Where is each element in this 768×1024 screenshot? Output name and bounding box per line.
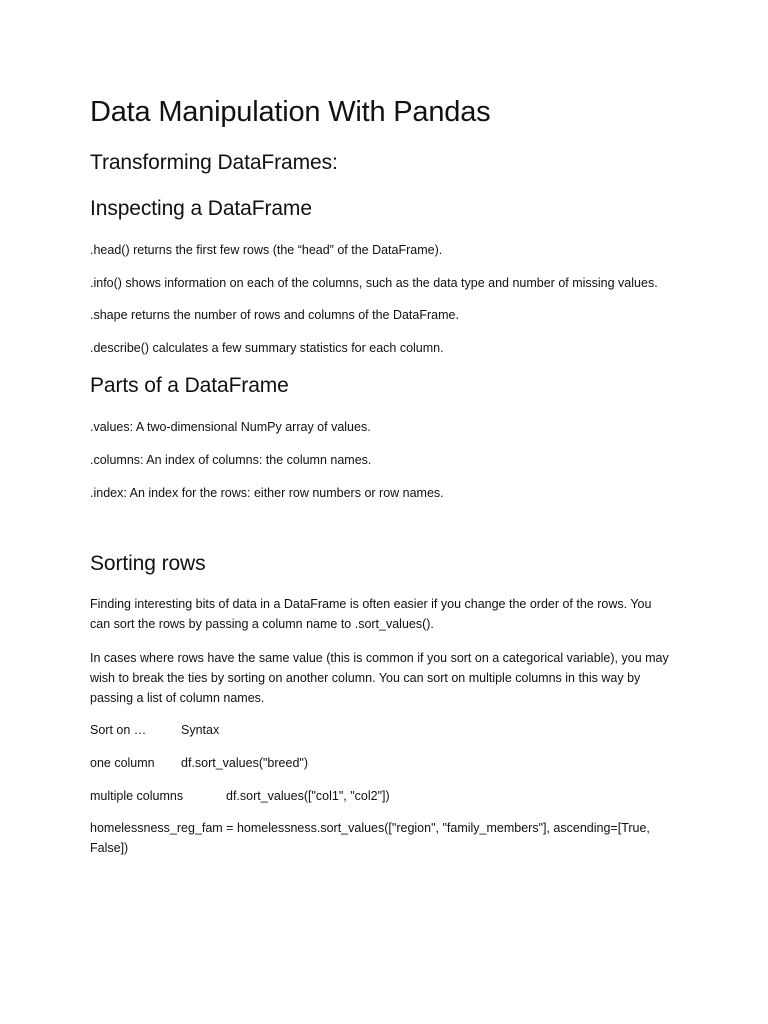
section-heading-parts: Parts of a DataFrame (90, 374, 289, 397)
section-heading-sorting: Sorting rows (90, 552, 206, 575)
paragraph-columns: .columns: An index of columns: the column names. (90, 453, 372, 467)
paragraph-sorting-ties: In cases where rows have the same value (this is common if you sort on a categorical variable), you may wish to break the ties by sorting on another column. You can sort on multiple columns in this way by passing a list of column names. (90, 651, 669, 705)
table-cell-multiple-columns-syntax: df.sort_values(["col1", "col2"]) (226, 789, 390, 803)
document-title: Data Manipulation With Pandas (90, 96, 491, 128)
paragraph-head: .head() returns the first few rows (the “head” of the DataFrame). (90, 243, 443, 257)
section-heading-transforming: Transforming DataFrames: (90, 151, 338, 174)
table-header-syntax: Syntax (181, 723, 220, 737)
paragraph-shape: .shape returns the number of rows and columns of the DataFrame. (90, 308, 459, 322)
paragraph-sorting-intro: Finding interesting bits of data in a DataFrame is often easier if you change the order of the rows. You can sort the rows by passing a column name to .sort_values(). (90, 597, 652, 631)
paragraph-code-example: homelessness_reg_fam = homelessness.sort_values(["region", "family_members"], ascending=[True, False]) (90, 821, 650, 855)
section-heading-inspecting: Inspecting a DataFrame (90, 197, 312, 220)
table-cell-one-column: one column (90, 756, 155, 770)
paragraph-values: .values: A two-dimensional NumPy array of values. (90, 420, 371, 434)
paragraph-describe: .describe() calculates a few summary statistics for each column. (90, 341, 444, 355)
table-header-sort-on: Sort on … (90, 723, 147, 737)
paragraph-info: .info() shows information on each of the columns, such as the data type and number of missing values. (90, 276, 658, 290)
paragraph-index: .index: An index for the rows: either row numbers or row names. (90, 486, 444, 500)
table-cell-one-column-syntax: df.sort_values("breed") (181, 756, 308, 770)
table-cell-multiple-columns: multiple columns (90, 789, 184, 803)
